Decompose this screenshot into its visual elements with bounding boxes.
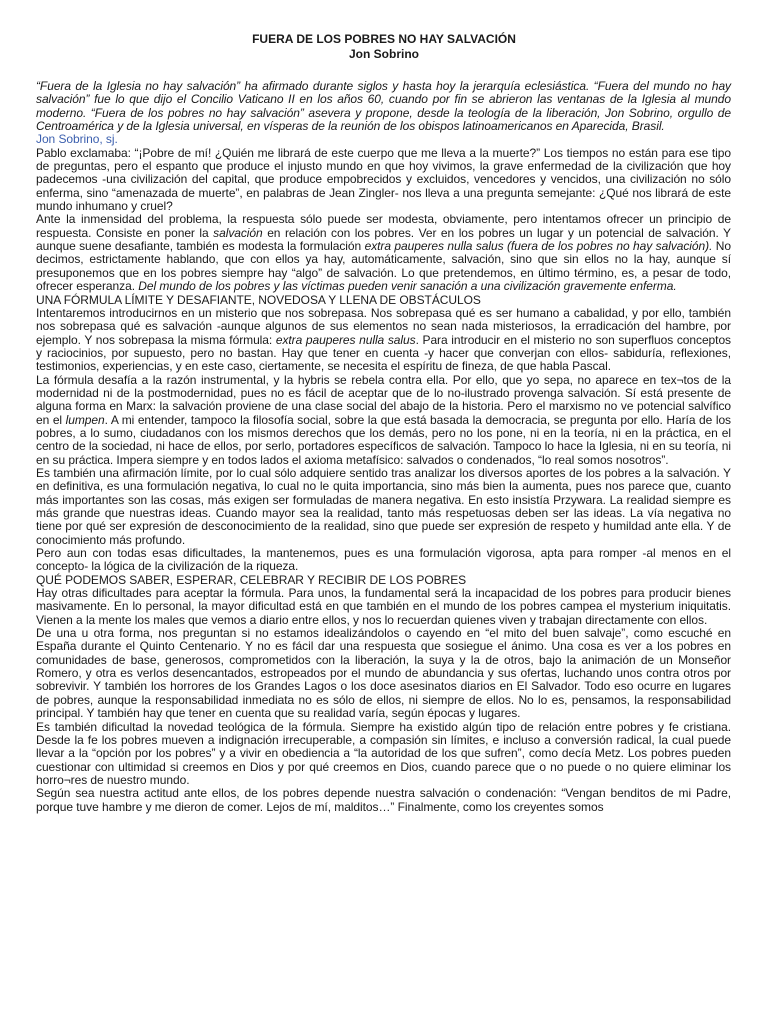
paragraph-3 — [36, 307, 731, 374]
text-run: . A mi entender, tampoco la filosofía social, sobre la que está basada la democracia, se pregunta por ello. Haría de los pobres, a lo sumo, ciudadanos con los mismos derechos que los demás, pero no los pone, ni en la teoría, ni en la práctica, en el centro de la sociedad, ni hace de ellos, por serlo, portadores específicos de salvación. Tampoco lo hace la Iglesia, ni en su teoría, ni en su práctica. Impera siempre y en todos lados el axioma metafísico: salvados o condenados, “lo real somos nosotros”. — [36, 412, 731, 467]
emphasis: extra pauperes nulla salus — [275, 332, 416, 347]
document-header — [0, 0, 768, 62]
text-run: en relación con los pobres. Ver en los pobres un lugar y un potencial de salvación. Y aunque suene desafiante, también es modesta la formulación — [36, 225, 731, 254]
paragraph-1: Pablo exclamaba: “¡Pobre de mí! ¿Quién me librará de este cuerpo que me lleva a la muerte?” Los tiempos no están para ese tipo de preguntas, pero el espanto que produce el injusto mundo en que hoy vivimos, la grave enfermedad de la civilización que hoy padecemos -una civilización del capital, que produce empobrecidos y excluidos, vencedores y vencidos, una civilización no sólo enferma, sino “amenazada de muerte”, en palabras de Jean Zingler- nos lleva a una pregunta semejante: ¿Qué nos librará de este mundo inhumano y cruel? — [36, 145, 731, 214]
paragraph-9: Es también dificultad la novedad teológica de la fórmula. Siempre ha existido algún tipo de relación entre pobres y fe cristiana. Desde la fe los pobres mueven a indignación irrecuperable, a compasión sin límites, e incluso a conversión radical, la cual puede llevar a la “opción por los pobres” y a vivir en obediencia a “la autoridad de los que sufren”, como decía Metz. Los pobres pueden cuestionar con ultimidad si creemos en Dios y por qué creemos en Dios, cuando parece que o no puede o no quiere eliminar los horro¬res de nuestro mundo. — [36, 719, 731, 787]
intro-paragraph: “Fuera de la Iglesia no hay salvación” ha afirmado durante siglos y hasta hoy la jerarquía eclesiástica. “Fuera del mundo no hay salvación” fue lo que dijo el Concilio Vaticano II en los años 60, cuando por fin se abrieron las ventanas de la Iglesia al mundo moderno. “Fuera de los pobres no hay salvación” asevera y propone, desde la teología de la liberación, Jon Sobrino, orgullo de Centroamérica y de la Iglesia universal, en vísperas de la reunión de los obispos latinoamericanos en Aparecida, Brasil. — [36, 79, 731, 134]
emphasis: salvación — [213, 225, 263, 240]
text-run: Intentaremos introducirnos en un misterio que nos sobrepasa. Nos sobrepasa qué es ser humano a cabalidad, y por ello, también nos sobrepasa qué es salvación -aunque algunos de sus elementos no sean nada misteriosos, la erradicación del hambre, por ejemplo. Y nos sobrepasa la misma fórmula: — [36, 305, 731, 347]
document-body — [36, 80, 731, 814]
text-run: La fórmula desafía a la razón instrumental, y la hybris se rebela contra ella. Por ello, que yo sepa, no aparece en tex¬tos de la modernidad ni de la postmodernidad, pues no es fácil de aceptar que de lo no-ilustrado provenga salvación. Sí está presente de alguna forma en Marx: la salvación proviene de una clase social del abajo de la historia. Pero el marxismo no ve potencial salvífico en el — [36, 372, 731, 427]
paragraph-2 — [36, 213, 731, 293]
paragraph-7: Hay otras dificultades para aceptar la fórmula. Para unos, la fundamental será la incapacidad de los pobres para producir bienes masivamente. En lo personal, la mayor dificultad está en que también en el mundo de los pobres campea el mysterium iniquitatis. Vienen a la mente los males que vemos a diario entre ellos, y nos lo recuerdan quienes viven y trabajan directamente con ellos. — [36, 586, 731, 627]
text-run: . Para introducir en el misterio no son superfluos conceptos y raciocinios, por supuesto, pero no bastan. Hay que tener en cuenta -y hacer que converjan con ellos- sabiduría, reflexiones, testimonios, experiencias, y en este caso, ciertamente, se necesita el espíritu de fineza, de que habla Pascal. — [36, 332, 731, 374]
paragraph-6: Pero aun con todas esas dificultades, la mantenemos, pues es una formulación vigorosa, apta para romper -al menos en el concepto- la lógica de la civilización de la riqueza. — [36, 546, 731, 574]
emphasis: Del mundo de los pobres y las víctimas pueden venir sanación a una civilización gravemente enferma. — [138, 279, 677, 294]
emphasis: extra pauperes nulla salus (fuera de los pobres no hay salvación). — [364, 239, 713, 254]
paragraph-4 — [36, 374, 731, 467]
section-heading-2: QUÉ PODEMOS SABER, ESPERAR, CELEBRAR Y RECIBIR DE LOS POBRES — [36, 572, 467, 587]
document-title: FUERA DE LOS POBRES NO HAY SALVACIÓN — [252, 32, 516, 46]
paragraph-10: Según sea nuestra actitud ante ellos, de los pobres depende nuestra salvación o condenación: “Vengan benditos de mi Padre, porque tuve hambre y me dieron de comer. Lejos de mí, malditos…” Finalmente, como los creyentes somos — [36, 786, 731, 814]
byline: Jon Sobrino, sj. — [36, 132, 118, 147]
text-run: No decimos, estrictamente hablando, que con ellos ya hay, automáticamente, salvación, sino que sin ellos no la hay, aunque sí presuponemos que en los pobres siempre hay “algo” de salvación. Lo que pretendemos, en último término, es, a pesar de todo, ofrecer esperanza. — [36, 239, 732, 294]
paragraph-8: De una u otra forma, nos preguntan si no estamos idealizándolos o cayendo en “el mito del buen salvaje”, como escuché en España durante el Quinto Centenario. Y no es fácil dar una respuesta que sosiegue el ánimo. Una cosa es ver a los pobres en comunidades de base, generosos, comprometidos con la liberación, la suya y la de otros, bajo la animación de un Monseñor Romero, y otra es verlos desencantados, estropeados por el mundo de abundancia y sus ofertas, luchando unos contra otros por sobrevivir. Y también los horrores de los Grandes Lagos o los doce asesinatos diarios en El Salvador. Todo eso ocurre en lugares de pobres, aunque la responsabilidad inmediata no es sólo de ellos, ni siempre de ellos. No lo es, pensamos, la responsabilidad principal. Y también hay que tener en cuenta que su realidad varía, según épocas y lugares. — [36, 626, 731, 721]
emphasis: lumpen — [65, 412, 105, 427]
document-author: Jon Sobrino — [349, 47, 419, 61]
section-heading-1: UNA FÓRMULA LÍMITE Y DESAFIANTE, NOVEDOSA Y LLENA DE OBSTÁCULOS — [36, 292, 481, 307]
paragraph-5: Es también una afirmación límite, por lo cual sólo adquiere sentido tras analizar los diversos aportes de los pobres a la salvación. Y en definitiva, es una formulación negativa, lo cual no le quita importancia, sino más bien la aumenta, pues nos parece que, cuanto más importantes son las cosas, más exigen ser formuladas de manera negativa. En esto insistía Przywara. La realidad siempre es más grande que nuestras ideas. Cuando mayor sea la realidad, tanto más respetuosas deben ser las ideas. La vía negativa no tiene por qué ser expresión de desconocimiento de la realidad, sino que puede ser expresión de respeto y humildad ante ella. Y de conocimiento más profundo. — [36, 465, 731, 547]
text-run: Ante la inmensidad del problema, la respuesta sólo puede ser modesta, obviamente, pero intentamos ofrecer un principio de respuesta. Consiste en poner la — [36, 212, 731, 240]
